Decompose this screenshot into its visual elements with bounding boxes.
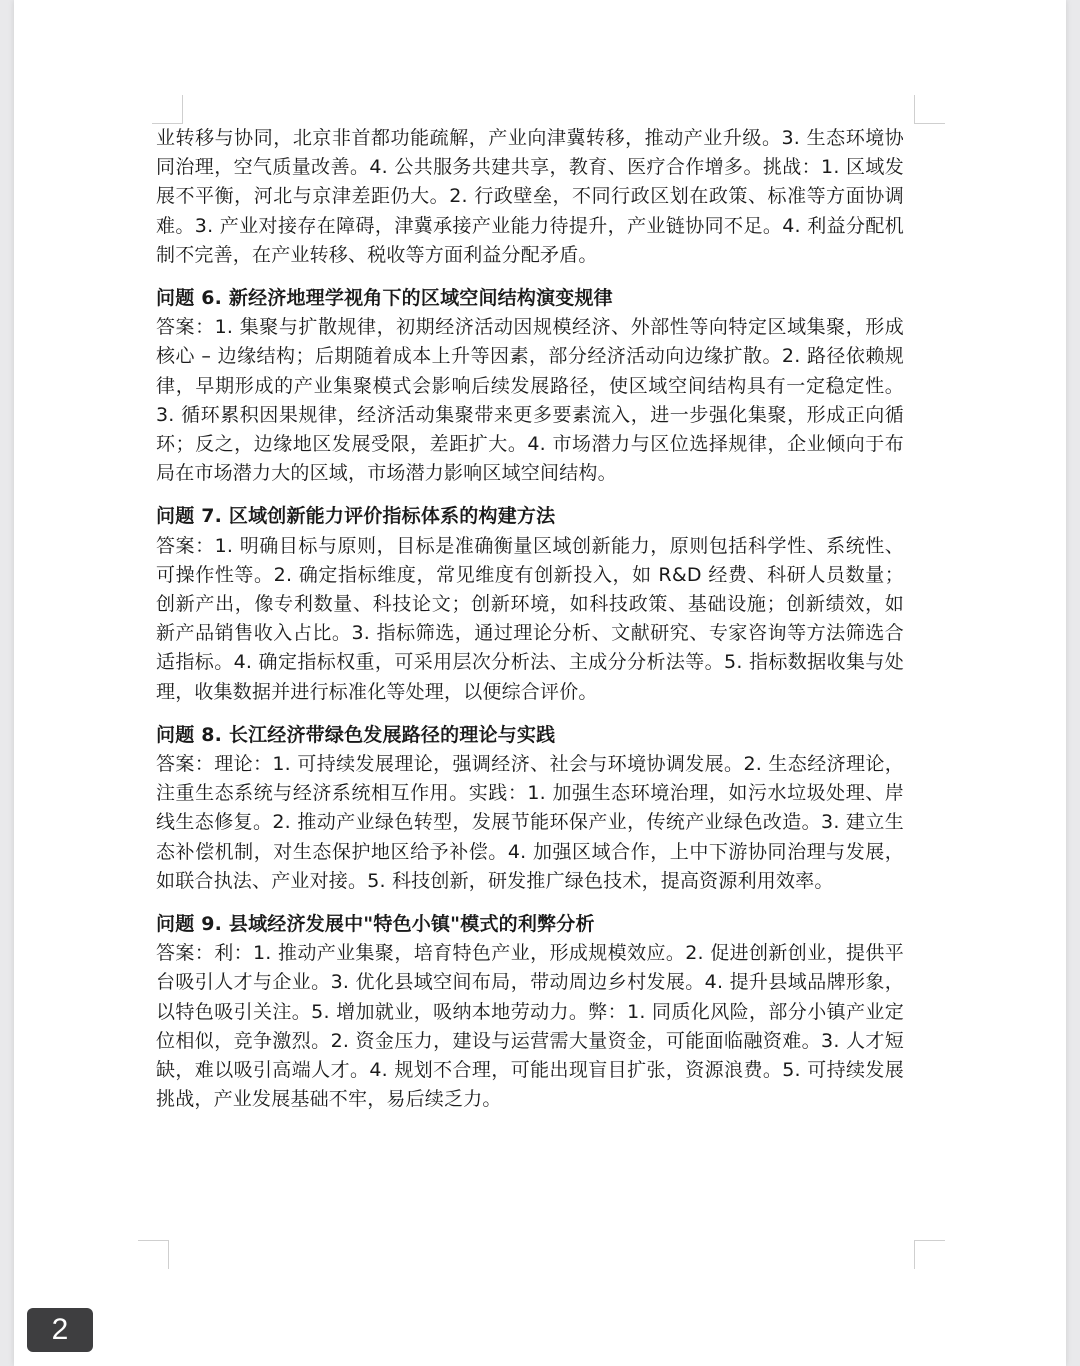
page-content <box>156 124 904 1115</box>
question-6 <box>156 284 904 488</box>
question-title: 问题 6. 新经济地理学视角下的区域空间结构演变规律 <box>156 287 613 310</box>
question-title: 问题 8. 长江经济带绿色发展路径的理论与实践 <box>156 723 556 746</box>
question-title: 问题 7. 区域创新能力评价指标体系的构建方法 <box>156 505 556 528</box>
intro-paragraph: 业转移与协同，北京非首都功能疏解，产业向津冀转移，推动产业升级。3. 生态环境协同治理，空气质量改善。4. 公共服务共建共享，教育、医疗合作增多。挑战：1. 区域发展不平衡，河北与京津差距仍大。2. 行政壁垒，不同行政区划在政策、标准等方面协调难。3. 产业对接存在障碍，津冀承接产业能力待提升，产业链协同不足。4. 利益分配机制不完善，在产业转移、税收等方面利益分配矛盾。 <box>156 127 904 266</box>
question-8 <box>156 721 904 896</box>
crop-mark-top-right <box>914 95 945 124</box>
question-answer: 答案：理论：1. 可持续发展理论，强调经济、社会与环境协调发展。2. 生态经济理论，注重生态系统与经济系统相互作用。实践：1. 加强生态环境治理，如污水垃圾处理、岸线生态修复。2. 推动产业绿色转型，发展节能环保产业，传统产业绿色改造。3. 建立生态补偿机制，对生态保护地区给予补偿。4. 加强区域合作，上中下游协同治理与发展，如联合执法、产业对接。5. 科技创新，研发推广绿色技术，提高资源利用效率。 <box>156 753 904 892</box>
question-title: 问题 9. 县域经济发展中"特色小镇"模式的利弊分析 <box>156 913 595 936</box>
crop-mark-top-left <box>152 95 183 124</box>
crop-mark-bottom-right <box>914 1240 945 1269</box>
page-number-badge[interactable]: 2 <box>27 1308 93 1352</box>
crop-mark-bottom-left <box>138 1240 169 1269</box>
question-answer: 答案：利：1. 推动产业集聚，培育特色产业，形成规模效应。2. 促进创新创业，提供平台吸引人才与企业。3. 优化县域空间布局，带动周边乡村发展。4. 提升县域品牌形象，以特色吸引关注。5. 增加就业，吸纳本地劳动力。弊：1. 同质化风险，部分小镇产业定位相似，竞争激烈。2. 资金压力，建设与运营需大量资金，可能面临融资难。3. 人才短缺，难以吸引高端人才。4. 规划不合理，可能出现盲目扩张，资源浪费。5. 可持续发展挑战，产业发展基础不牢，易后续乏力。 <box>156 942 904 1111</box>
question-9 <box>156 910 904 1114</box>
question-answer: 答案：1. 集聚与扩散规律，初期经济活动因规模经济、外部性等向特定区域集聚，形成核心 – 边缘结构；后期随着成本上升等因素，部分经济活动向边缘扩散。2. 路径依赖规律，早期形成的产业集聚模式会影响后续发展路径，使区域空间结构具有一定稳定性。3. 循环累积因果规律，经济活动集聚带来更多要素流入，进一步强化集聚，形成正向循环；反之，边缘地区发展受限，差距扩大。4. 市场潜力与区位选择规律，企业倾向于布局在市场潜力大的区域，市场潜力影响区域空间结构。 <box>156 316 904 485</box>
question-answer: 答案：1. 明确目标与原则，目标是准确衡量区域创新能力，原则包括科学性、系统性、可操作性等。2. 确定指标维度，常见维度有创新投入，如 R&D 经费、科研人员数量；创新产出，像专利数量、科技论文；创新环境，如科技政策、基础设施；创新绩效，如新产品销售收入占比。3. 指标筛选，通过理论分析、文献研究、专家咨询等方法筛选合适指标。4. 确定指标权重，可采用层次分析法、主成分分析法等。5. 指标数据收集与处理，收集数据并进行标准化等处理，以便综合评价。 <box>156 534 904 703</box>
question-7 <box>156 502 904 706</box>
